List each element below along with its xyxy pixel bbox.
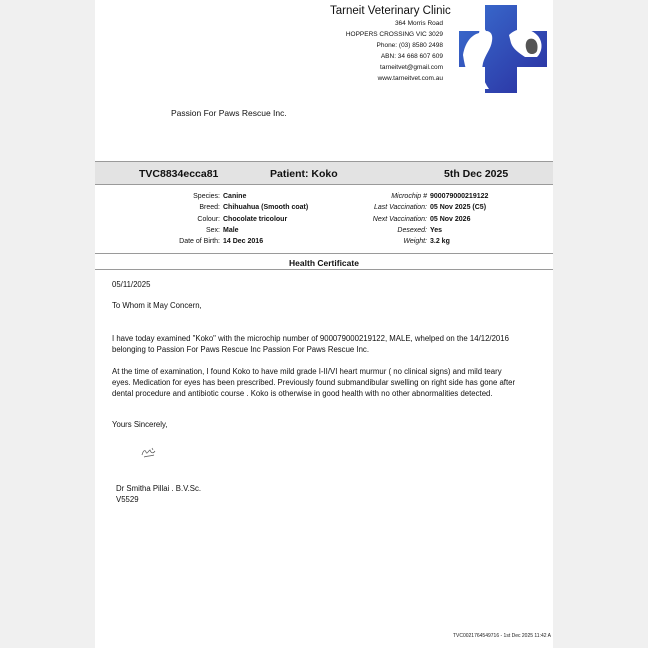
clinic-abn: ABN: 34 668 607 609 (380, 53, 443, 60)
detail-value: 3.2 kg (430, 238, 450, 246)
patient-name: Patient: Koko (270, 168, 338, 180)
recipient-name: Passion For Paws Rescue Inc. (171, 108, 287, 118)
detail-row (321, 214, 553, 225)
detail-row (95, 214, 321, 225)
detail-row (95, 225, 321, 236)
detail-label: Breed: (199, 204, 220, 212)
clinic-address-line1: 364 Morris Road (394, 20, 443, 27)
document-footer-reference: TVC0021764549716 - 1st Dec 2025 11:42 A (452, 633, 551, 639)
detail-value: Canine (223, 193, 247, 200)
letter-paragraph-1: I have today examined "Koko" with the microchip number of 900079000219122, MALE, whelped on the 14/12/2016 belonging to Passion For Paws Rescue Inc Passion For Paws Rescue Inc. (112, 334, 509, 354)
vet-cross-logo-icon (459, 5, 547, 93)
certificate-page (95, 0, 553, 648)
patient-details-left (95, 191, 321, 247)
letter-salutation: To Whom it May Concern, (112, 301, 202, 310)
clinic-address-line2: HOPPERS CROSSING VIC 3029 (345, 31, 443, 38)
letter-date: 05/11/2025 (112, 280, 151, 289)
certificate-title: Health Certificate (289, 258, 359, 268)
detail-row (95, 191, 321, 202)
handwritten-signature-icon (140, 445, 158, 459)
detail-row (95, 202, 321, 213)
detail-row (321, 202, 553, 213)
detail-value: 14 Dec 2016 (223, 238, 264, 246)
signer-name: Dr Smitha Pillai . B.V.Sc. (116, 484, 202, 493)
detail-label: Microchip # (391, 193, 427, 200)
detail-value: 05 Nov 2025 (C5) (430, 204, 487, 212)
patient-header-band (95, 161, 553, 185)
detail-value: Chihuahua (Smooth coat) (223, 204, 309, 212)
detail-row (321, 236, 553, 247)
detail-label: Weight: (403, 238, 427, 246)
detail-row (321, 191, 553, 202)
clinic-phone: Phone: (03) 8580 2498 (376, 42, 443, 49)
detail-value: 900079000219122 (430, 193, 489, 200)
clinic-name: Tarneit Veterinary Clinic (330, 5, 451, 17)
detail-row (321, 225, 553, 236)
letter-closing: Yours Sincerely, (112, 420, 168, 429)
letter-paragraph-2: At the time of examination, I found Koko to have mild grade I-II/VI heart murmur ( no clinical signs) and mild teary eyes. Medication for eyes has been prescribed. Previously found submandibular swelling on right side has gone after dental procedure and antibiotic course . Koko is otherwise in good health with no other abnormalities detected. (112, 367, 516, 398)
detail-value: Chocolate tricolour (223, 215, 288, 223)
detail-value: Male (223, 226, 239, 234)
detail-label: Sex: (205, 226, 220, 234)
detail-label: Date of Birth: (179, 238, 220, 246)
detail-label: Last Vaccination: (373, 204, 427, 212)
signer-registration: V5529 (116, 495, 139, 504)
detail-label: Next Vaccination: (372, 215, 427, 223)
detail-value: 05 Nov 2026 (430, 215, 471, 223)
detail-value: Yes (430, 226, 443, 234)
detail-row (95, 236, 321, 247)
clinic-email: tarneitvet@gmail.com (380, 64, 443, 71)
clinic-website: www.tarneitvet.com.au (377, 75, 443, 82)
certificate-date: 5th Dec 2025 (444, 168, 509, 180)
patient-details-right (321, 191, 553, 247)
detail-label: Desexed: (397, 226, 427, 234)
invoice-id: TVC8834ecca81 (139, 168, 219, 180)
signer-block (116, 483, 201, 505)
section-divider (95, 253, 553, 254)
detail-label: Colour: (197, 215, 220, 223)
title-divider (95, 269, 553, 270)
detail-label: Species: (193, 193, 220, 200)
